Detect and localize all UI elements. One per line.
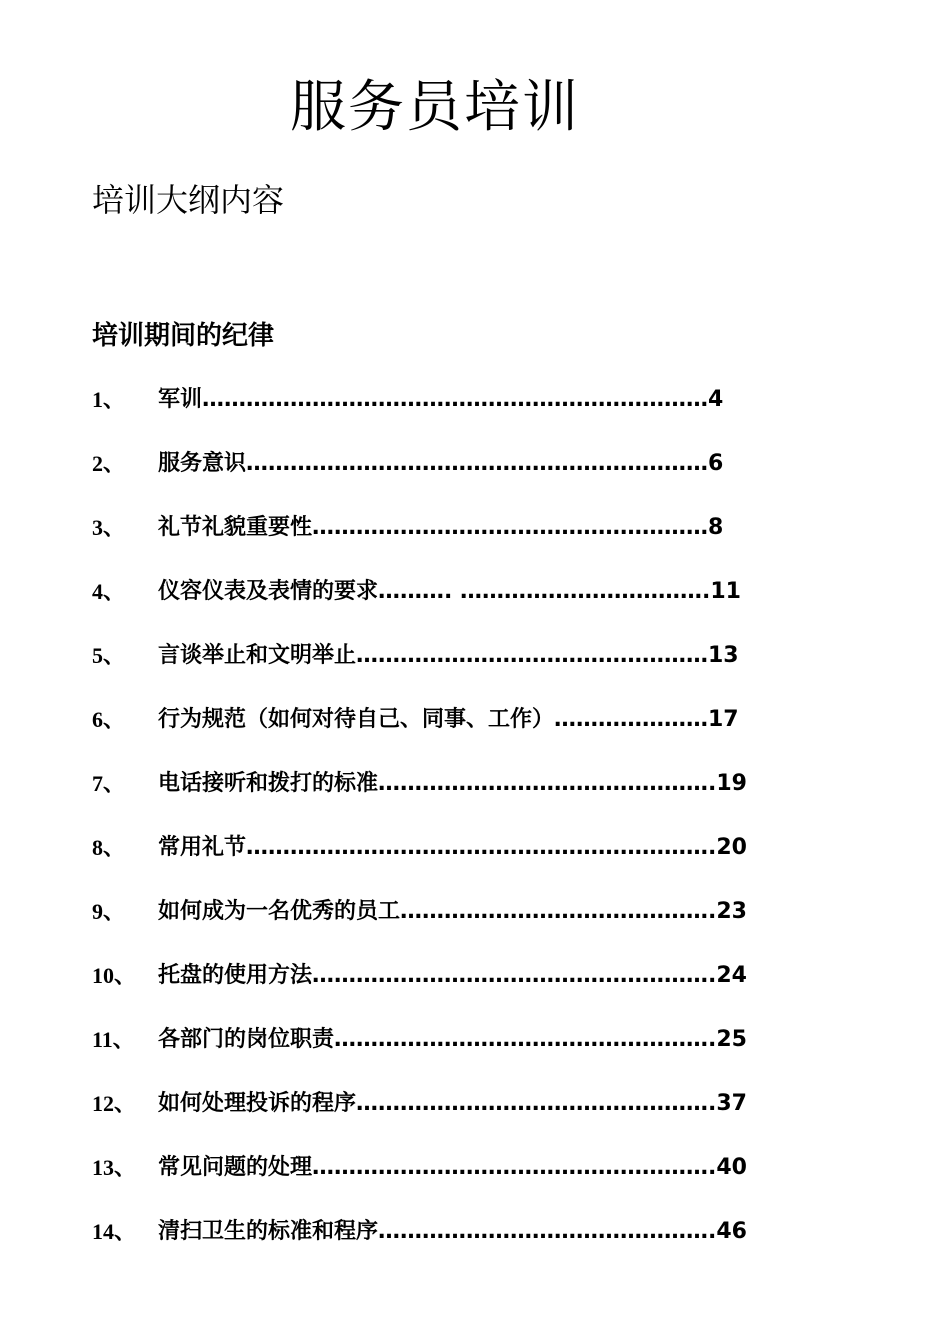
toc-item-number: 9、	[92, 899, 126, 924]
toc-item-number: 7、	[92, 771, 126, 796]
toc-item-text: 常见问题的处理……………………………………………….40	[158, 1155, 747, 1180]
toc-item	[92, 1020, 832, 1084]
toc-item	[92, 764, 832, 828]
toc-item-text: 清扫卫生的标准和程序……………………………………….46	[158, 1219, 747, 1244]
toc-item	[92, 700, 832, 764]
toc-item-text: 服务意识………………………………………………………6	[158, 451, 724, 476]
section-heading: 培训期间的纪律	[92, 321, 275, 351]
toc-item-number: 13、	[92, 1155, 137, 1180]
toc-item-text: 军训……………………………………………………………4	[158, 387, 724, 412]
toc-item	[92, 828, 832, 892]
toc-item-text: 礼节礼貌重要性………………………………………………8	[158, 515, 724, 540]
toc-item-number: 6、	[92, 707, 126, 732]
toc-item	[92, 892, 832, 956]
toc-item-number: 10、	[92, 963, 137, 988]
toc-item-number: 8、	[92, 835, 126, 860]
document-title: 服务员培训	[290, 75, 580, 140]
toc-item	[92, 508, 832, 572]
toc-item	[92, 1084, 832, 1148]
toc-item-text: 常用礼节……………………………………………………….20	[158, 835, 747, 860]
toc-item	[92, 956, 832, 1020]
toc-item	[92, 444, 832, 508]
toc-item-number: 4、	[92, 579, 126, 604]
toc-item-text: 各部门的岗位职责…………………………………………….25	[158, 1027, 747, 1052]
toc-item-text: 如何成为一名优秀的员工…………………………………….23	[158, 899, 747, 924]
toc-item-text: 如何处理投诉的程序………………………………………….37	[158, 1091, 747, 1116]
toc-item-text: 仪容仪表及表情的要求………. …………………………….11	[158, 579, 741, 604]
toc-item-number: 11、	[92, 1027, 135, 1052]
toc-item	[92, 380, 832, 444]
toc-item-number: 12、	[92, 1091, 137, 1116]
toc-item-text: 电话接听和拨打的标准……………………………………….19	[158, 771, 747, 796]
toc-item-text: 言谈举止和文明举止…………………………………………13	[158, 643, 739, 668]
toc-item	[92, 636, 832, 700]
toc-item	[92, 572, 832, 636]
toc-item	[92, 1212, 832, 1276]
toc-item-number: 14、	[92, 1219, 137, 1244]
toc-item-number: 5、	[92, 643, 126, 668]
toc-item-number: 1、	[92, 387, 126, 412]
toc-item	[92, 1148, 832, 1212]
toc-item-text: 行为规范（如何对待自己、同事、工作）…………………17	[158, 707, 739, 732]
table-of-contents	[92, 380, 832, 1276]
toc-item-number: 3、	[92, 515, 126, 540]
toc-item-number: 2、	[92, 451, 126, 476]
document-subtitle: 培训大纲内容	[92, 181, 285, 219]
toc-item-text: 托盘的使用方法……………………………………………….24	[158, 963, 747, 988]
